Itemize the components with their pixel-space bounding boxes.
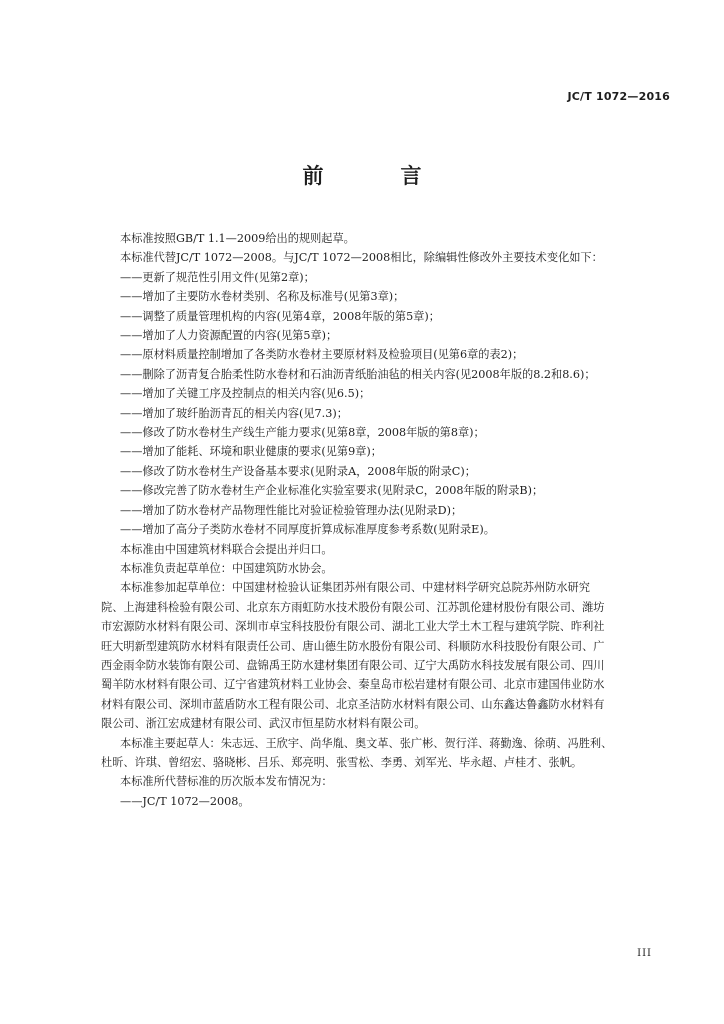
list-item: ——增加了玻纤胎沥青瓦的相关内容(见7.3)；	[120, 406, 348, 420]
paragraph-continuation: 旺大明新型建筑防水材料有限责任公司、唐山德生防水股份有限公司、科顺防水科技股份有限公司、广	[101, 639, 605, 653]
page-title: 前 言	[302, 164, 450, 188]
list-item: ——增加了人力资源配置的内容(见第5章)；	[120, 329, 338, 343]
list-item: ——JC/T 1072—2008。	[120, 794, 250, 808]
paragraph-responsible-drafter: 本标准负责起草单位：中国建筑防水协会。	[120, 561, 333, 575]
list-item: ——调整了质量管理机构的内容(见第4章，2008年版的第5章)；	[120, 309, 440, 323]
paragraph-continuation: 院、上海建科检验有限公司、北京东方雨虹防水技术股份有限公司、江苏凯伦建材股份有限公司、潍坊	[101, 600, 605, 614]
paragraph-proposer: 本标准由中国建筑材料联合会提出并归口。	[120, 542, 333, 556]
list-item: ——删除了沥青复合胎柔性防水卷材和石油沥青纸胎油毡的相关内容(见2008年版的8.2和8.6)；	[120, 367, 596, 381]
list-item: ——修改完善了防水卷材生产企业标准化实验室要求(见附录C，2008年版的附录B)；	[120, 484, 544, 498]
foreword-body	[101, 229, 680, 811]
list-item: ——增加了能耗、环境和职业健康的要求(见第9章)；	[120, 445, 382, 459]
list-item: ——增加了防水卷材产品物理性能比对验证检验管理办法(见附录D)；	[120, 503, 463, 517]
list-item: ——原材料质量控制增加了各类防水卷材主要原材料及检验项目(见第6章的表2)；	[120, 348, 524, 362]
paragraph-continuation: 市宏源防水材料有限公司、深圳市卓宝科技股份有限公司、湖北工业大学土木工程与建筑学院、昨利社	[101, 620, 605, 634]
paragraph-continuation: 西金雨伞防水装饰有限公司、盘锦禹王防水建材集团有限公司、辽宁大禹防水科技发展有限公司、四川	[101, 658, 605, 672]
paragraph-continuation: 杜昕、许琪、曾绍宏、骆晓彬、吕乐、郑亮明、张雪松、李勇、刘军光、毕永超、卢桂才、张帆。	[101, 755, 583, 769]
list-item: ——增加了关键工序及控制点的相关内容(见6.5)；	[120, 387, 371, 401]
paragraph-replacement: 本标准代替JC/T 1072—2008。与JC/T 1072—2008相比，除编辑性修改外主要技术变化如下：	[120, 251, 603, 265]
list-item: ——修改了防水卷材生产线生产能力要求(见第8章，2008年版的第8章)；	[120, 426, 485, 440]
paragraph-history: 本标准所代替标准的历次版本发布情况为：	[120, 775, 333, 789]
list-item: ——增加了主要防水卷材类别、名称及标准号(见第3章)；	[120, 290, 405, 304]
page-number: III	[637, 948, 652, 959]
list-item: ——更新了规范性引用文件(见第2章)；	[120, 270, 315, 284]
standard-code: JC/T 1072—2016	[567, 90, 670, 103]
paragraph-continuation: 蜀羊防水材料有限公司、辽宁省建筑材料工业协会、秦皇岛市松岩建材有限公司、北京市建国伟业防水	[101, 678, 605, 692]
paragraph-continuation: 限公司、浙江宏成建材有限公司、武汉市恒星防水材料有限公司。	[101, 717, 426, 731]
paragraph-main-drafters: 本标准主要起草人：朱志远、王欣宇、尚华胤、奥文革、张广彬、贺行洋、蒋勤逸、徐萌、冯胜利、	[120, 736, 613, 750]
paragraph-continuation: 材料有限公司、深圳市蓝盾防水工程有限公司、北京圣洁防水材料有限公司、山东鑫达鲁鑫防水材料有	[101, 697, 605, 711]
paragraph-participating-drafters: 本标准参加起草单位：中国建材检验认证集团苏州有限公司、中建材料学研究总院苏州防水研究	[120, 581, 590, 595]
list-item: ——修改了防水卷材生产设备基本要求(见附录A，2008年版的附录C)；	[120, 464, 476, 478]
list-item: ——增加了高分子类防水卷材不同厚度折算成标准厚度参考系数(见附录E)。	[120, 523, 495, 537]
paragraph-drafting-rules: 本标准按照GB/T 1.1—2009给出的规则起草。	[120, 232, 355, 245]
